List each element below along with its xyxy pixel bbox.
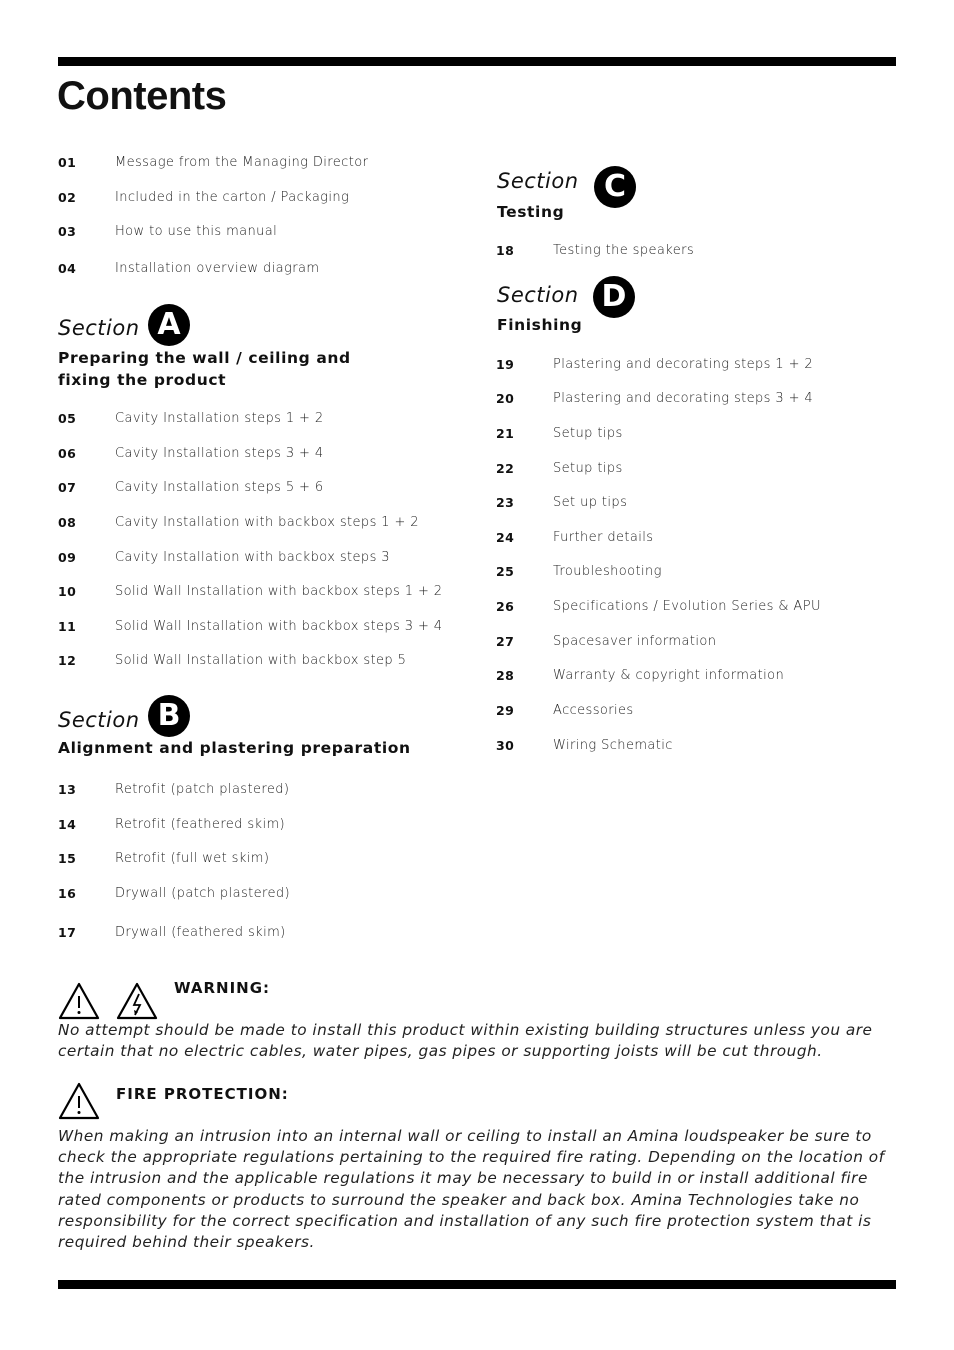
page-title: Contents — [57, 74, 227, 118]
entry-label: Solid Wall Installation with backbox steps 3 + 4 — [115, 619, 443, 634]
entry-label: Cavity Installation steps 3 + 4 — [115, 446, 324, 461]
entry-label: Specifications / Evolution Series & APU — [553, 599, 821, 614]
section-c-heading — [497, 169, 579, 193]
fire-warning-icon — [57, 1081, 101, 1121]
entry-number: 17 — [58, 925, 77, 940]
entry-number: 30 — [496, 738, 515, 753]
entry-label: Message from the Managing Director — [115, 155, 369, 170]
entry-label: Retrofit (feathered skim) — [115, 817, 286, 832]
entry-number: 09 — [58, 550, 77, 565]
entry-number: 25 — [496, 564, 515, 579]
entry-label: How to use this manual — [115, 224, 278, 239]
entry-label: Plastering and decorating steps 1 + 2 — [553, 357, 814, 372]
entry-number: 28 — [496, 668, 515, 683]
section-a-title-line1: Preparing the wall / ceiling and — [58, 349, 351, 367]
entry-label: Cavity Installation steps 5 + 6 — [115, 480, 324, 495]
entry-number: 21 — [496, 426, 515, 441]
entry-label: Installation overview diagram — [115, 261, 320, 276]
entry-number: 07 — [58, 480, 77, 495]
entry-label: Drywall (patch plastered) — [115, 886, 290, 901]
bottom-rule — [58, 1280, 896, 1289]
section-b-heading — [58, 708, 140, 732]
entry-number: 18 — [496, 243, 515, 258]
entry-number: 11 — [58, 619, 77, 634]
fire-protection-text: When making an intrusion into an internal wall or ceiling to install an Amina loudspeaker be sure to check the appropriate regulations pertaining to the required fire rating. Depending on the location of the intrusion and the applicable regulations it may be necessary to build in or install additional fire rated components or products to surround the speaker and back box. Amina Technologies take no responsibility for the correct specification and installation of any such fire protection system that is required behind their speakers. — [58, 1127, 885, 1252]
entry-label: Spacesaver information — [553, 634, 717, 649]
entry-number: 02 — [58, 190, 77, 205]
entry-number: 04 — [58, 261, 77, 276]
section-d-badge: D — [593, 276, 635, 318]
entry-label: Setup tips — [553, 461, 623, 476]
warning-triangle-icon — [57, 981, 101, 1021]
section-word: Section — [58, 708, 140, 732]
entry-label: Cavity Installation steps 1 + 2 — [115, 411, 324, 426]
entry-number: 10 — [58, 584, 77, 599]
section-word: Section — [497, 169, 579, 193]
entry-number: 01 — [58, 155, 77, 170]
entry-number: 22 — [496, 461, 515, 476]
section-c-title: Testing — [497, 203, 565, 221]
entry-number: 08 — [58, 515, 77, 530]
entry-number: 27 — [496, 634, 515, 649]
entry-label: Drywall (feathered skim) — [115, 925, 286, 940]
entry-number: 12 — [58, 653, 77, 668]
section-a-badge: A — [148, 304, 190, 346]
entry-label: Wiring Schematic — [553, 738, 673, 753]
section-a-title-line2: fixing the product — [58, 371, 227, 389]
section-d-title: Finishing — [497, 316, 583, 334]
entry-number: 19 — [496, 357, 515, 372]
entry-label: Plastering and decorating steps 3 + 4 — [553, 391, 814, 406]
entry-label: Retrofit (patch plastered) — [115, 782, 290, 797]
section-b-title: Alignment and plastering preparation — [58, 739, 411, 757]
section-a-title — [58, 347, 351, 391]
section-a-heading — [58, 316, 140, 340]
entry-number: 14 — [58, 817, 77, 832]
entry-label: Testing the speakers — [553, 243, 695, 258]
top-rule — [58, 57, 896, 66]
section-word: Section — [497, 283, 579, 307]
entry-label: Solid Wall Installation with backbox step 5 — [115, 653, 407, 668]
entry-label: Retrofit (full wet skim) — [115, 851, 270, 866]
entry-label: Warranty & copyright information — [553, 668, 785, 683]
entry-number: 15 — [58, 851, 77, 866]
entry-label: Troubleshooting — [553, 564, 662, 579]
entry-number: 03 — [58, 224, 77, 239]
entry-number: 24 — [496, 530, 515, 545]
section-c-badge: C — [594, 166, 636, 208]
entry-number: 06 — [58, 446, 77, 461]
warning-title: WARNING: — [174, 979, 271, 997]
entry-number: 16 — [58, 886, 77, 901]
entry-number: 29 — [496, 703, 515, 718]
entry-number: 26 — [496, 599, 515, 614]
entry-label: Solid Wall Installation with backbox steps 1 + 2 — [115, 584, 443, 599]
entry-label: Further details — [553, 530, 654, 545]
section-b-badge: B — [148, 695, 190, 737]
section-word: Section — [58, 316, 140, 340]
entry-label: Setup tips — [553, 426, 623, 441]
entry-label: Cavity Installation with backbox steps 1 + 2 — [115, 515, 419, 530]
warning-text: No attempt should be made to install this product within existing building structures unless you are certain that no electric cables, water pipes, gas pipes or supporting joists will be cut through. — [58, 1021, 873, 1061]
section-d-heading — [497, 283, 579, 307]
entry-label: Cavity Installation with backbox steps 3 — [115, 550, 390, 565]
entry-number: 05 — [58, 411, 77, 426]
entry-number: 20 — [496, 391, 515, 406]
entry-label: Accessories — [553, 703, 634, 718]
fire-protection-title: FIRE PROTECTION: — [116, 1085, 289, 1103]
entry-label: Set up tips — [553, 495, 628, 510]
entry-label: Included in the carton / Packaging — [115, 190, 350, 205]
entry-number: 13 — [58, 782, 77, 797]
electric-hazard-icon — [115, 981, 159, 1021]
entry-number: 23 — [496, 495, 515, 510]
